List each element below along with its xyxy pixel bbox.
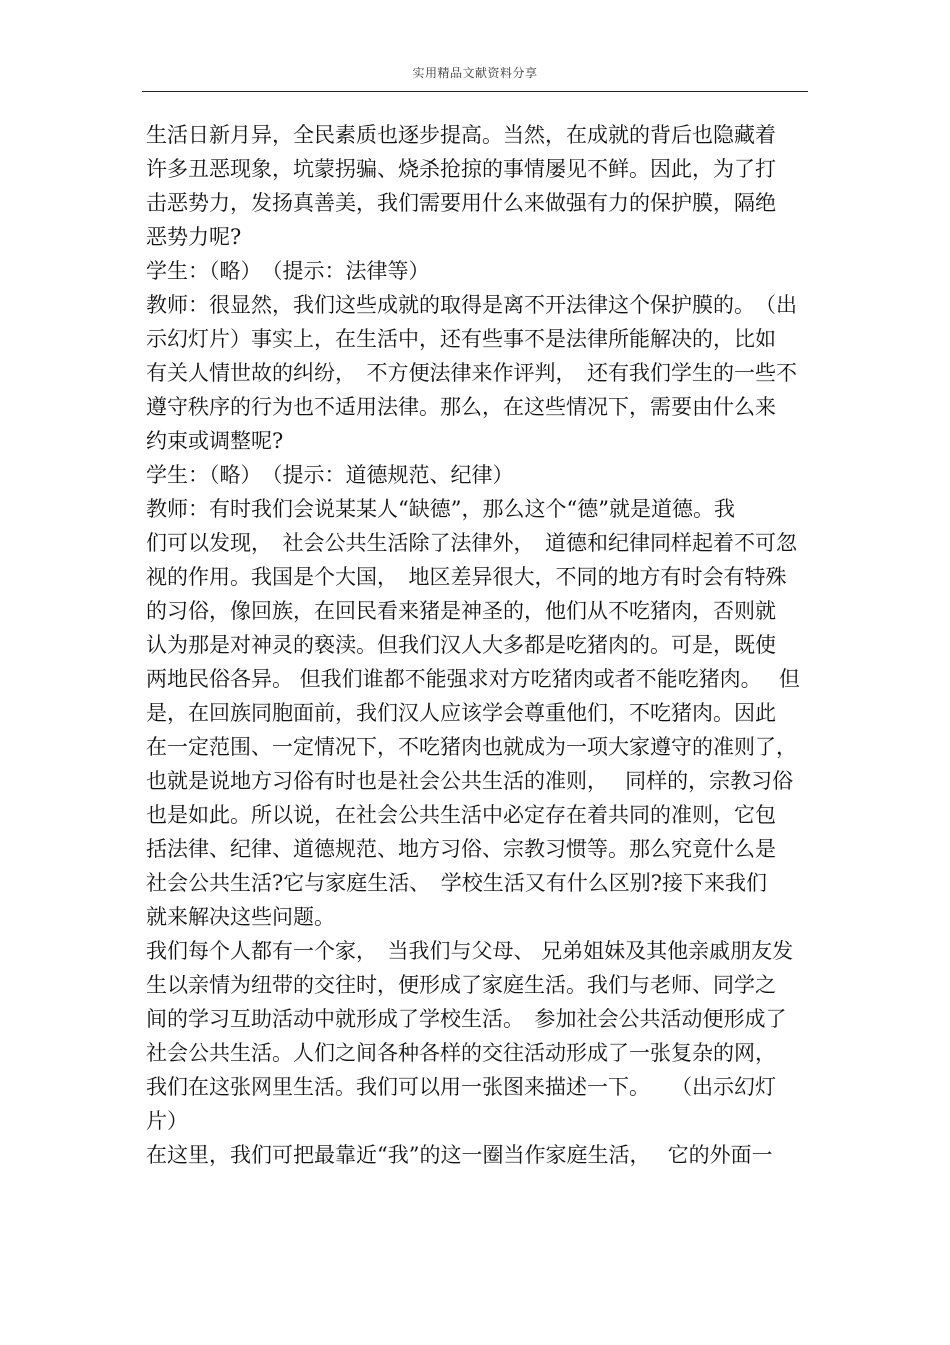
text-line: 约束或调整呢?: [146, 429, 284, 453]
text-line: 恶势力呢?: [146, 225, 242, 249]
text-line: 生活日新月异，全民素质也逐步提高。当然，在成就的背后也隐藏着: [146, 123, 776, 147]
page-header: 实用精品文献资料分享: [412, 66, 538, 80]
text-line: 们可以发现， 社会公共生活除了法律外， 道德和纪律同样起着不可忽: [146, 531, 797, 555]
text-line: 在这里，我们可把最靠近“我”的这一圈当作家庭生活， 它的外面一: [146, 1143, 773, 1167]
text-line: 教师：很显然，我们这些成就的取得是离不开法律这个保护膜的。 （出: [146, 293, 797, 317]
text-line: 在一定范围、一定情况下，不吃猪肉也就成为一项大家遵守的准则了，: [146, 735, 797, 759]
header-divider: [142, 91, 808, 92]
text-line: 生以亲情为纽带的交往时，便形成了家庭生活。我们与老师、同学之: [146, 973, 776, 997]
text-line: 间的学习互助活动中就形成了学校生活。 参加社会公共活动便形成了: [146, 1007, 787, 1031]
text-line: 两地民俗各异。 但我们谁都不能强求对方吃猪肉或者不能吃猪肉。 但: [146, 667, 800, 691]
text-line: 许多丑恶现象，坑蒙拐骗、烧杀抢掠的事情屡见不鲜。因此，为了打: [146, 157, 776, 181]
document-body: [146, 118, 810, 1172]
text-line: 示幻灯片）事实上，在生活中，还有些事不是法律所能解决的，比如: [146, 327, 776, 351]
text-line: 遵守秩序的行为也不适用法律。那么，在这些情况下，需要由什么来: [146, 395, 776, 419]
text-line: 社会公共生活。人们之间各种各样的交往活动形成了一张复杂的网，: [146, 1041, 776, 1065]
text-line: 是，在回族同胞面前，我们汉人应该学会尊重他们，不吃猪肉。因此: [146, 701, 776, 725]
text-line: 也是如此。所以说，在社会公共生活中必定存在着共同的准则，它包: [146, 803, 776, 827]
text-line: 学生：（略） （提示：法律等）: [146, 259, 430, 283]
text-line: 学生：（略） （提示：道德规范、纪律）: [146, 463, 514, 487]
text-line: 片）: [146, 1109, 188, 1133]
text-line: 也就是说地方习俗有时也是社会公共生活的准则， 同样的，宗教习俗: [146, 769, 794, 793]
text-line: 有关人情世故的纠纷， 不方便法律来作评判， 还有我们学生的一些不: [146, 361, 797, 385]
text-line: 的习俗，像回族，在回民看来猪是神圣的，他们从不吃猪肉，否则就: [146, 599, 776, 623]
text-line: 认为那是对神灵的亵渎。但我们汉人大多都是吃猪肉的。可是，既使: [146, 633, 776, 657]
text-line: 教师：有时我们会说某某人“缺德”，那么这个“德”就是道德。我: [146, 497, 735, 521]
text-line: 我们在这张网里生活。我们可以用一张图来描述一下。 （出示幻灯: [146, 1075, 776, 1099]
text-line: 视的作用。我国是个大国， 地区差异很大，不同的地方有时会有特殊: [146, 565, 787, 589]
text-line: 社会公共生活?它与家庭生活、 学校生活又有什么区别?接下来我们: [146, 871, 768, 895]
text-line: 就来解决这些问题。: [146, 905, 335, 929]
text-line: 括法律、纪律、道德规范、地方习俗、宗教习惯等。那么究竟什么是: [146, 837, 776, 861]
text-line: 我们每个人都有一个家， 当我们与父母、 兄弟姐妹及其他亲戚朋友发: [146, 939, 794, 963]
text-line: 击恶势力，发扬真善美，我们需要用什么来做强有力的保护膜，隔绝: [146, 191, 776, 215]
